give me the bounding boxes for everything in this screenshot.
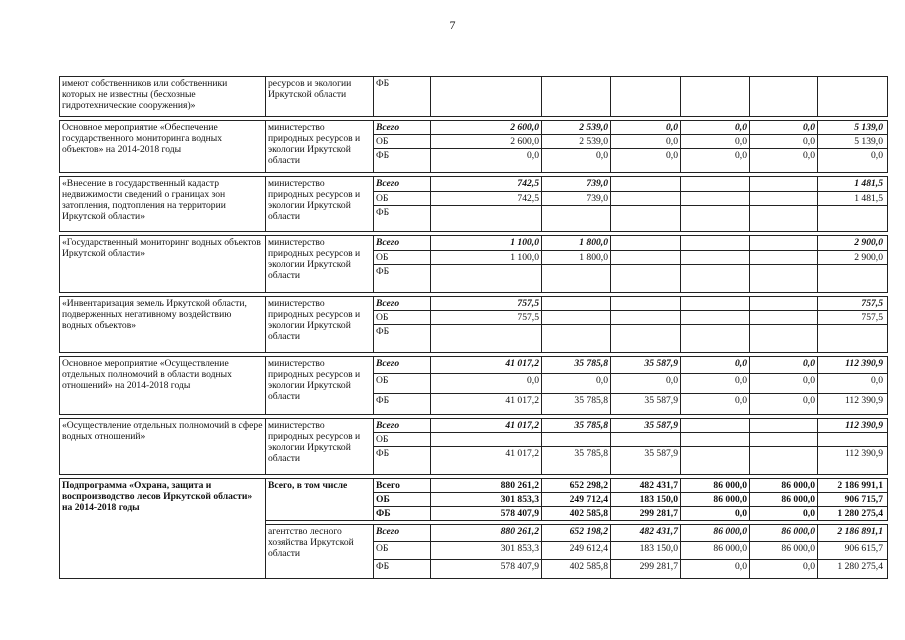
year-value-cell: 402 585,8	[542, 507, 611, 521]
year-value-cell: 0,0	[611, 135, 681, 149]
year-value-cell: 41 017,2	[431, 447, 542, 475]
year-value-cell: 742,5	[431, 192, 542, 206]
year-value-cell: 0,0	[750, 357, 818, 374]
year-value-cell: 35 785,8	[542, 419, 611, 433]
total-cell	[818, 206, 888, 232]
fund-type-cell: ФБ	[374, 394, 431, 415]
year-value-cell: 757,5	[431, 311, 542, 325]
year-value-cell: 1 100,0	[431, 251, 542, 265]
executor-cell: министерство природных ресурсов и экологии Иркутской области	[266, 357, 374, 415]
fund-type-cell: ОБ	[374, 374, 431, 394]
year-value-cell	[611, 177, 681, 192]
year-value-cell: 742,5	[431, 177, 542, 192]
year-value-cell: 249 712,4	[542, 493, 611, 507]
year-value-cell: 578 407,9	[431, 507, 542, 521]
year-value-cell	[611, 77, 681, 117]
fund-type-cell: ФБ	[374, 507, 431, 521]
year-value-cell	[611, 236, 681, 251]
year-value-cell	[611, 206, 681, 232]
year-value-cell: 482 431,7	[611, 525, 681, 542]
fund-type-cell: ФБ	[374, 149, 431, 173]
table-row	[60, 121, 888, 135]
year-value-cell: 0,0	[750, 135, 818, 149]
year-value-cell	[542, 325, 611, 353]
total-cell: 2 900,0	[818, 251, 888, 265]
year-value-cell: 880 261,2	[431, 525, 542, 542]
year-value-cell	[750, 311, 818, 325]
year-value-cell: 652 198,2	[542, 525, 611, 542]
year-value-cell	[681, 447, 750, 475]
year-value-cell: 739,0	[542, 177, 611, 192]
year-value-cell: 183 150,0	[611, 542, 681, 560]
year-value-cell	[431, 77, 542, 117]
year-value-cell	[611, 311, 681, 325]
year-value-cell	[750, 325, 818, 353]
fund-type-cell: ОБ	[374, 542, 431, 560]
table-row	[60, 357, 888, 374]
year-value-cell: 86 000,0	[681, 479, 750, 493]
year-value-cell	[681, 251, 750, 265]
year-value-cell	[750, 236, 818, 251]
year-value-cell: 35 785,8	[542, 447, 611, 475]
total-cell: 1 280 275,4	[818, 560, 888, 579]
year-value-cell: 299 281,7	[611, 560, 681, 579]
budget-table	[59, 76, 888, 579]
year-value-cell: 0,0	[681, 357, 750, 374]
year-value-cell	[611, 265, 681, 293]
table-row	[60, 236, 888, 251]
fund-type-cell: Всего	[374, 121, 431, 135]
page-number: 7	[449, 18, 456, 32]
year-value-cell	[681, 177, 750, 192]
year-value-cell: 0,0	[611, 121, 681, 135]
executor-cell: агентство лесного хозяйства Иркутской области	[266, 525, 374, 579]
total-cell: 0,0	[818, 149, 888, 173]
total-cell: 112 390,9	[818, 357, 888, 374]
year-value-cell	[681, 265, 750, 293]
fund-type-cell: ФБ	[374, 206, 431, 232]
year-value-cell: 1 800,0	[542, 236, 611, 251]
year-value-cell: 41 017,2	[431, 394, 542, 415]
year-value-cell: 183 150,0	[611, 493, 681, 507]
year-value-cell: 0,0	[750, 394, 818, 415]
year-value-cell	[681, 206, 750, 232]
fund-type-cell: ФБ	[374, 560, 431, 579]
year-value-cell	[542, 297, 611, 311]
year-value-cell: 86 000,0	[750, 493, 818, 507]
total-cell: 1 481,5	[818, 192, 888, 206]
total-cell: 112 390,9	[818, 447, 888, 475]
year-value-cell: 41 017,2	[431, 419, 542, 433]
table-row	[60, 419, 888, 433]
year-value-cell	[750, 297, 818, 311]
total-cell	[818, 265, 888, 293]
year-value-cell	[681, 325, 750, 353]
fund-type-cell: Всего	[374, 297, 431, 311]
year-value-cell: 0,0	[431, 149, 542, 173]
total-cell: 5 139,0	[818, 135, 888, 149]
year-value-cell: 86 000,0	[681, 493, 750, 507]
measure-name-cell: «Осуществление отдельных полномочий в сфере водных отношений»	[60, 419, 266, 475]
measure-name-cell: «Государственный мониторинг водных объектов Иркутской области»	[60, 236, 266, 293]
year-value-cell: 86 000,0	[750, 542, 818, 560]
year-value-cell	[681, 311, 750, 325]
fund-type-cell: ОБ	[374, 251, 431, 265]
measure-name-cell: имеют собственников или собственники которых не известны (бесхозные гидротехнические сооружения)»	[60, 77, 266, 117]
total-cell: 906 715,7	[818, 493, 888, 507]
total-cell: 2 900,0	[818, 236, 888, 251]
year-value-cell: 0,0	[681, 394, 750, 415]
executor-cell: Всего, в том числе	[266, 479, 374, 521]
year-value-cell: 0,0	[681, 135, 750, 149]
year-value-cell: 249 612,4	[542, 542, 611, 560]
measure-name-cell: Основное мероприятие «Осуществление отдельных полномочий в области водных отношений» на 2014-2018 годы	[60, 357, 266, 415]
total-cell: 0,0	[818, 374, 888, 394]
year-value-cell	[750, 77, 818, 117]
year-value-cell	[750, 206, 818, 232]
year-value-cell: 2 600,0	[431, 135, 542, 149]
year-value-cell	[750, 251, 818, 265]
executor-cell: министерство природных ресурсов и экологии Иркутской области	[266, 236, 374, 293]
year-value-cell: 757,5	[431, 297, 542, 311]
year-value-cell	[431, 265, 542, 293]
year-value-cell: 0,0	[611, 374, 681, 394]
fund-type-cell: ФБ	[374, 447, 431, 475]
total-cell: 5 139,0	[818, 121, 888, 135]
year-value-cell	[681, 297, 750, 311]
year-value-cell: 739,0	[542, 192, 611, 206]
year-value-cell: 578 407,9	[431, 560, 542, 579]
total-cell: 757,5	[818, 297, 888, 311]
year-value-cell: 35 785,8	[542, 394, 611, 415]
fund-type-cell: ОБ	[374, 311, 431, 325]
year-value-cell: 86 000,0	[750, 479, 818, 493]
total-cell	[818, 433, 888, 447]
year-value-cell	[611, 325, 681, 353]
year-value-cell: 2 600,0	[431, 121, 542, 135]
year-value-cell: 86 000,0	[681, 525, 750, 542]
year-value-cell: 2 539,0	[542, 121, 611, 135]
table-row	[60, 177, 888, 192]
year-value-cell: 0,0	[681, 560, 750, 579]
year-value-cell	[611, 433, 681, 447]
year-value-cell: 482 431,7	[611, 479, 681, 493]
measure-name-cell: «Инвентаризация земель Иркутской области, подверженных негативному воздействию водных объектов»	[60, 297, 266, 353]
total-cell: 906 615,7	[818, 542, 888, 560]
year-value-cell	[750, 192, 818, 206]
total-cell	[818, 77, 888, 117]
year-value-cell	[431, 206, 542, 232]
year-value-cell: 0,0	[542, 149, 611, 173]
year-value-cell: 86 000,0	[750, 525, 818, 542]
total-cell: 2 186 891,1	[818, 525, 888, 542]
fund-type-cell: ОБ	[374, 192, 431, 206]
year-value-cell: 301 853,3	[431, 493, 542, 507]
total-cell: 1 280 275,4	[818, 507, 888, 521]
year-value-cell	[681, 192, 750, 206]
year-value-cell	[431, 325, 542, 353]
year-value-cell: 880 261,2	[431, 479, 542, 493]
year-value-cell: 0,0	[681, 507, 750, 521]
total-cell: 112 390,9	[818, 419, 888, 433]
year-value-cell: 0,0	[750, 121, 818, 135]
year-value-cell: 1 800,0	[542, 251, 611, 265]
year-value-cell	[681, 236, 750, 251]
year-value-cell: 0,0	[681, 374, 750, 394]
year-value-cell: 35 587,9	[611, 394, 681, 415]
executor-cell: министерство природных ресурсов и экологии Иркутской области	[266, 297, 374, 353]
year-value-cell: 0,0	[542, 374, 611, 394]
year-value-cell	[681, 77, 750, 117]
year-value-cell: 0,0	[681, 121, 750, 135]
year-value-cell: 35 587,9	[611, 357, 681, 374]
year-value-cell	[750, 447, 818, 475]
fund-type-cell: Всего	[374, 177, 431, 192]
fund-type-cell: ФБ	[374, 325, 431, 353]
total-cell	[818, 325, 888, 353]
fund-type-cell: Всего	[374, 357, 431, 374]
year-value-cell	[611, 251, 681, 265]
fund-type-cell: Всего	[374, 419, 431, 433]
year-value-cell	[681, 433, 750, 447]
year-value-cell	[611, 192, 681, 206]
year-value-cell: 301 853,3	[431, 542, 542, 560]
executor-cell: министерство природных ресурсов и экологии Иркутской области	[266, 177, 374, 232]
year-value-cell: 402 585,8	[542, 560, 611, 579]
measure-name-cell: Основное мероприятие «Обеспечение государственного мониторинга водных объектов» на 2014-2018 годы	[60, 121, 266, 173]
year-value-cell	[681, 419, 750, 433]
year-value-cell	[750, 419, 818, 433]
year-value-cell: 0,0	[750, 374, 818, 394]
executor-cell: ресурсов и экологии Иркутской области	[266, 77, 374, 117]
fund-type-cell: ФБ	[374, 265, 431, 293]
total-cell: 1 481,5	[818, 177, 888, 192]
year-value-cell	[750, 433, 818, 447]
year-value-cell: 0,0	[750, 149, 818, 173]
fund-type-cell: ОБ	[374, 493, 431, 507]
year-value-cell: 35 587,9	[611, 447, 681, 475]
fund-type-cell: Всего	[374, 525, 431, 542]
year-value-cell	[611, 297, 681, 311]
year-value-cell	[542, 206, 611, 232]
year-value-cell	[542, 77, 611, 117]
fund-type-cell: Всего	[374, 236, 431, 251]
year-value-cell: 0,0	[611, 149, 681, 173]
year-value-cell: 0,0	[750, 507, 818, 521]
table-row	[60, 479, 888, 493]
year-value-cell	[542, 265, 611, 293]
table-row	[60, 77, 888, 117]
year-value-cell: 0,0	[431, 374, 542, 394]
year-value-cell: 1 100,0	[431, 236, 542, 251]
year-value-cell	[750, 265, 818, 293]
fund-type-cell: ФБ	[374, 77, 431, 117]
fund-type-cell: Всего	[374, 479, 431, 493]
year-value-cell: 0,0	[750, 560, 818, 579]
total-cell: 112 390,9	[818, 394, 888, 415]
year-value-cell	[431, 433, 542, 447]
table-row	[60, 297, 888, 311]
year-value-cell: 35 785,8	[542, 357, 611, 374]
year-value-cell: 2 539,0	[542, 135, 611, 149]
year-value-cell	[542, 311, 611, 325]
year-value-cell: 35 587,9	[611, 419, 681, 433]
year-value-cell: 41 017,2	[431, 357, 542, 374]
executor-cell: министерство природных ресурсов и экологии Иркутской области	[266, 121, 374, 173]
year-value-cell	[542, 433, 611, 447]
total-cell: 757,5	[818, 311, 888, 325]
executor-cell: министерство природных ресурсов и экологии Иркутской области	[266, 419, 374, 475]
year-value-cell: 652 298,2	[542, 479, 611, 493]
year-value-cell: 86 000,0	[681, 542, 750, 560]
year-value-cell: 0,0	[681, 149, 750, 173]
fund-type-cell: ОБ	[374, 433, 431, 447]
year-value-cell: 299 281,7	[611, 507, 681, 521]
fund-type-cell: ОБ	[374, 135, 431, 149]
year-value-cell	[750, 177, 818, 192]
subprogram-name-cell: Подпрограмма «Охрана, защита и воспроизводство лесов Иркутской области» на 2014-2018 годы	[60, 479, 266, 579]
total-cell: 2 186 991,1	[818, 479, 888, 493]
measure-name-cell: «Внесение в государственный кадастр недвижимости сведений о границах зон затопления, подтопления на территории Иркутской области»	[60, 177, 266, 232]
